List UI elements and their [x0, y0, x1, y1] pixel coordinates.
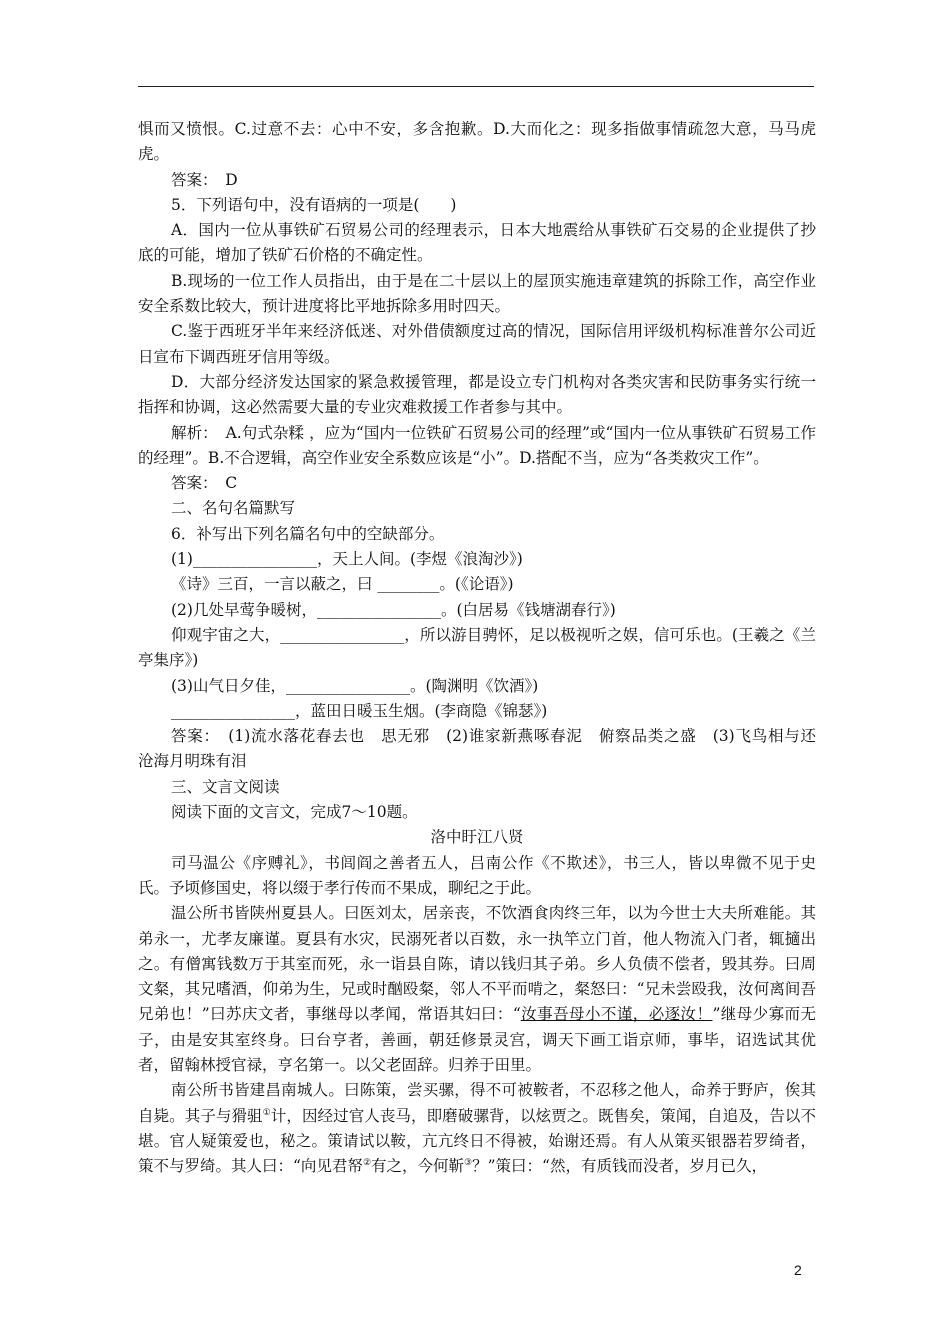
paragraph-text: 司马温公《序赙礼》，书闾阎之善者五人，吕南公作《不欺述》，书三人，皆以卑微不见于史氏。予顷修国史，将以缀于孝行传而不果成，聊纪之于此。: [138, 853, 816, 897]
paragraph: [138, 269, 816, 320]
paragraph: [138, 800, 816, 825]
paragraph: [138, 193, 816, 218]
paragraph-text: ？”策曰：“然，有质钱而没者，岁月已久，: [472, 1157, 767, 1176]
paragraph-text: 三、文言文阅读: [171, 777, 280, 796]
footnote-mark: ②: [362, 1158, 372, 1169]
paragraph: [138, 471, 816, 496]
footnote-mark: ①: [262, 1107, 271, 1118]
paragraph: [138, 623, 816, 674]
paragraph: [138, 674, 816, 699]
paragraph: [138, 901, 816, 1078]
paragraph-text: D．大部分经济发达国家的紧急救援管理，都是设立专门机构对各类灾害和民防事务实行统一指挥和协调，这必然需要大量的专业灾难救援工作者参与其中。: [138, 372, 816, 417]
paragraph-text: ________________，蓝田日暖玉生烟。(李商隐《锦瑟》): [171, 701, 548, 720]
header-rule: [138, 86, 814, 87]
paragraph: [138, 218, 816, 269]
paragraph-text: ”继母少寡而无子，由是安其室终身。曰台亨者，善画，朝廷修景灵宫，调天下画工诣京师，事毕，诏选试其优者，留翰林授官禄，亨名第一。以父老固辞。归养于田里。: [138, 1005, 816, 1074]
paragraph-text: 解析： A.句式杂糅 ，应为“国内一位铁矿石贸易公司的经理”或“国内一位从事铁矿石贸易工作的经理”。B.不合逻辑，高空作业安全系数应该是“小”。D.搭配不当，应为“各类救灾工作”。: [138, 423, 816, 467]
paragraph-text: 温公所书皆陕州夏县人。曰医刘太，居亲丧，不饮酒食肉终三年，以为今世士大夫所难能。其弟永一，尤孝友廉谨。夏县有水灾，民溺死者以百数，永一执竿立门首，他人物流入门者，辄擿出之。有僧寓钱数万于其室而死，永一诣县自陈，请以钱归其子弟。乡人负债不偿者，毁其券。曰周文粲，其兄嗜酒，仰弟为生，兄或时酗殴粲，邻人不平而啃之，粲怒曰：“兄未尝殴我，汝何离间吾兄弟也！”曰苏庆文者，事继母以孝闻，常语其妇曰：“: [138, 904, 816, 1024]
paragraph: [138, 117, 816, 168]
paragraph: [138, 370, 816, 421]
paragraph-text: 计，因经过官人丧马，即磨破骡背，以炫贾之。既售矣，策闻，自追及，告以不堪。官人疑策爱也，秘之。策请试以鞍，亢亢终日不得被，始谢还焉。有人从策买银器若罗绮者，策不与罗绮。其人曰：“向见君帑: [138, 1106, 816, 1176]
paragraph-text: (2)几处早莺争暖树，________________。(白居易《钱塘湖春行》): [171, 600, 616, 619]
paragraph: [138, 851, 816, 902]
paragraph-text: 南公所书皆建昌南城人。曰陈策，尝买骡，得不可被鞍者，不忍移之他人，命养于野庐，俟其自毙。其子与猾驵: [138, 1081, 816, 1125]
paragraph-text: (1)________________，天上人间。(李煜《浪淘沙》): [171, 550, 523, 569]
paragraph: [138, 547, 816, 572]
paragraph-text: 答案： D: [171, 170, 238, 189]
paragraph: [138, 168, 816, 193]
paragraph: [138, 522, 816, 547]
paragraph: [138, 496, 816, 521]
paragraph-text: 《诗》三百，一言以蔽之，曰 ________。(《论语》): [171, 575, 514, 594]
paragraph: [138, 1078, 816, 1179]
paragraph-text: 仰观宇宙之大，________________，所以游目骋怀，足以极视听之娱，信可乐也。(王羲之《兰亭集序》): [138, 625, 816, 670]
paragraph-text: 5．下列语句中，没有语病的一项是( ): [171, 195, 457, 214]
paragraph: [138, 572, 816, 597]
paragraph-text: 惧而又愤恨。C.过意不去：心中不安，多含抱歉。D.大而化之：现多指做事情疏忽大意，马马虎虎。: [138, 120, 816, 164]
paragraph: [138, 598, 816, 623]
paragraph-text: 阅读下面的文言文，完成7～10题。: [171, 803, 418, 822]
paragraph-text: C.鉴于西班牙半年来经济低迷、对外借债额度过高的情况，国际信用评级机构标准普尔公司近日宣布下调西班牙信用等级。: [138, 322, 816, 366]
paragraph-text: B.现场的一位工作人员指出，由于是在二十层以上的屋顶实施违章建筑的拆除工作，高空作业安全系数比较大，预计进度将比平地拆除多用时四天。: [138, 271, 816, 316]
paragraph: [138, 775, 816, 800]
paragraph-text: (3)山气日夕佳，________________。(陶渊明《饮酒》): [171, 676, 539, 695]
paragraph-text: 答案： C: [171, 474, 238, 493]
footnote-mark: ③: [464, 1158, 473, 1169]
page-number: 2: [794, 1262, 802, 1278]
paragraph: [138, 724, 832, 775]
underlined-sentence: 汝事吾母小不谨，必逐汝！: [520, 1005, 713, 1024]
paragraph-text: 6．补写出下列名篇名句中的空缺部分。: [171, 524, 445, 543]
paragraph-text: A．国内一位从事铁矿石贸易公司的经理表示，日本大地震给从事铁矿石交易的企业提供了抄底的可能，增加了铁矿石价格的不确定性。: [138, 221, 816, 265]
paragraph-text: 二、名句名篇默写: [171, 499, 296, 518]
article-title: [138, 825, 816, 850]
paragraph-text: 有之，今何靳: [371, 1157, 465, 1176]
paragraph: [138, 699, 816, 724]
document-body: [138, 117, 832, 1179]
paragraph-text: 洛中盱江八贤: [430, 828, 524, 847]
paragraph: [138, 421, 816, 472]
paragraph-text: 答案： (1)流水落花春去也 思无邪 (2)谁家新燕啄春泥 俯察品类之盛 (3)飞鸟相与还 沧海月明珠有泪: [138, 727, 832, 771]
paragraph: [138, 319, 816, 370]
